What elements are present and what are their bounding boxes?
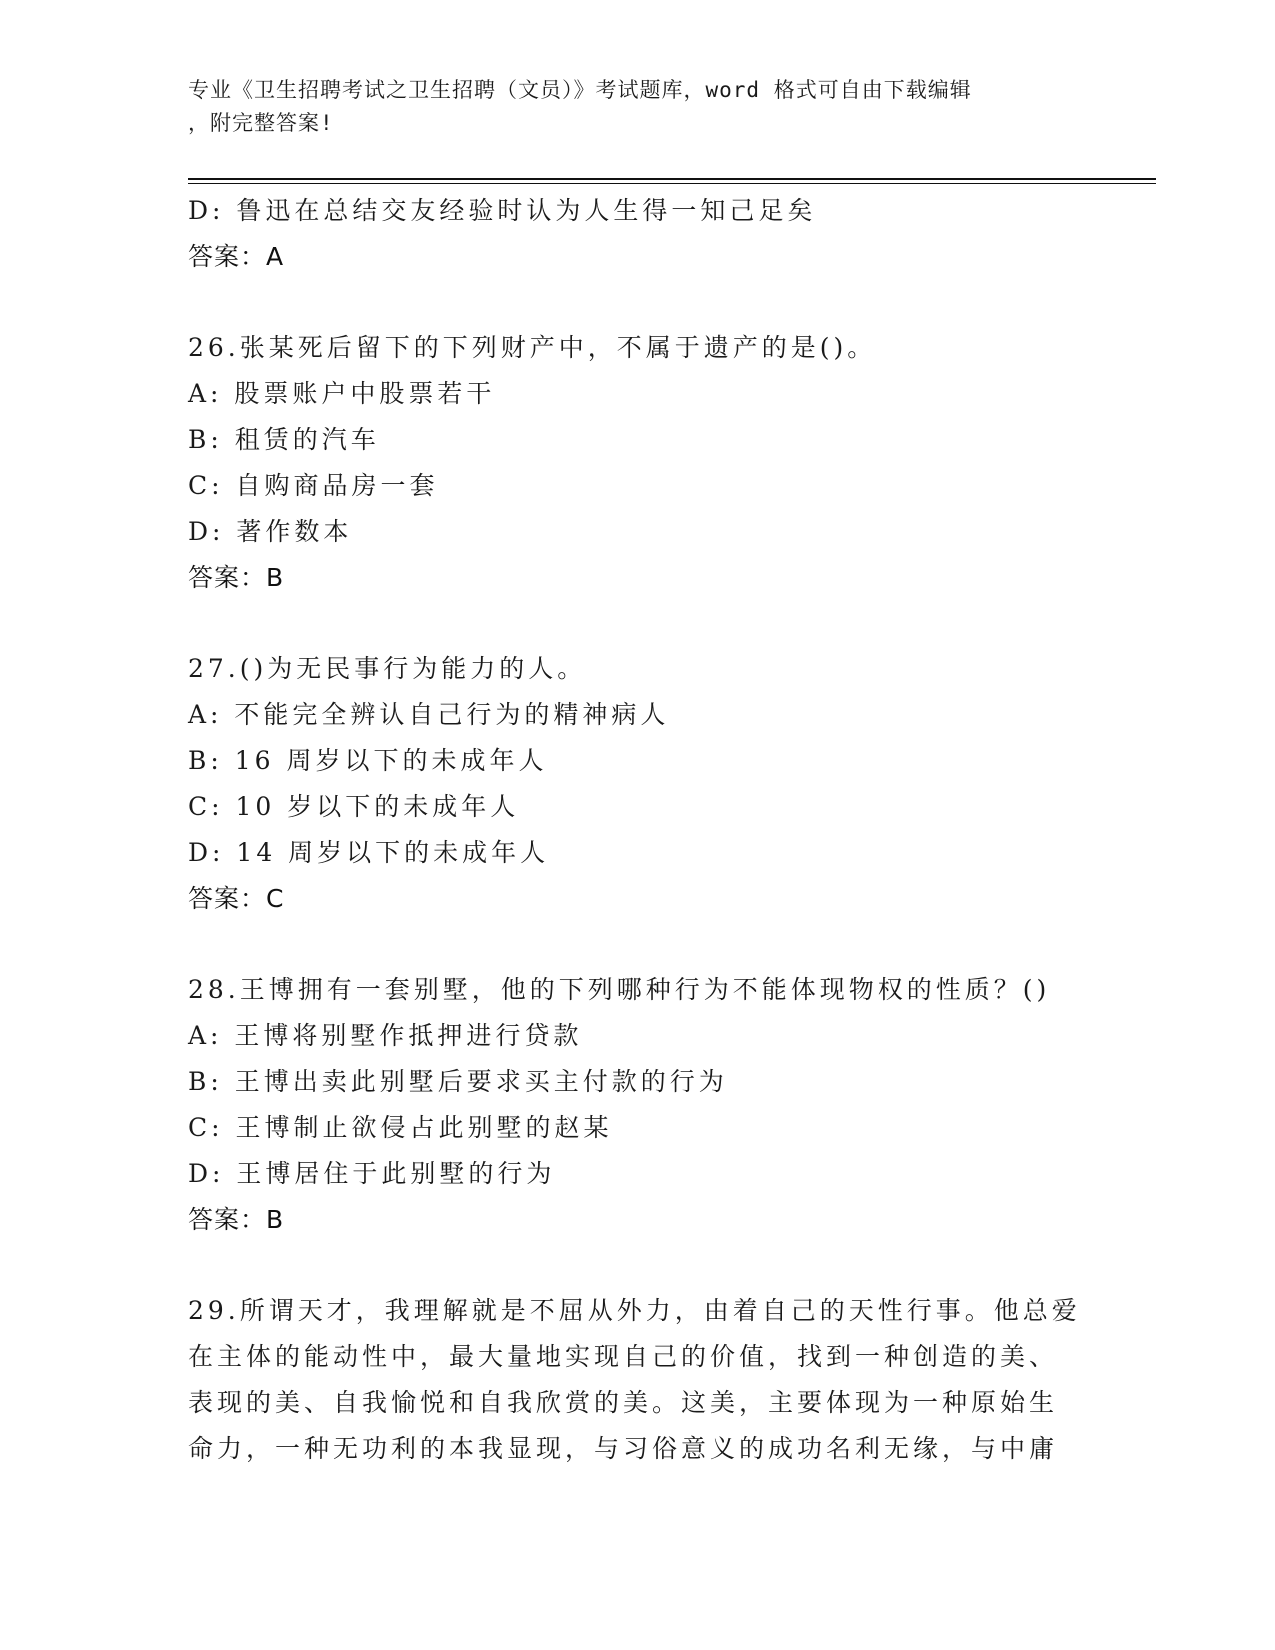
- header-line-2: ，附完整答案!: [188, 111, 334, 135]
- header-line-1: 专业《卫生招聘考试之卫生招聘（文员）》考试题库，word 格式可自由下载编辑: [188, 78, 972, 102]
- question-28: [188, 967, 1088, 1243]
- paragraph-line: 在主体的能动性中，最大量地实现自己的价值，找到一种创造的美、: [188, 1342, 1059, 1371]
- option-d: D: 14 周岁以下的未成年人: [188, 838, 550, 867]
- answer-line: 答案：B: [188, 1205, 285, 1234]
- question-list: [188, 188, 1088, 1472]
- header-divider-thick: [188, 178, 1156, 180]
- spacer: [188, 280, 1088, 325]
- option-b: B: 王博出卖此别墅后要求买主付款的行为: [188, 1067, 728, 1096]
- option-b: B: 租赁的汽车: [188, 425, 380, 454]
- spacer: [188, 601, 1088, 646]
- option-c: C: 自购商品房一套: [188, 471, 439, 500]
- question-29: [188, 1288, 1081, 1472]
- option-a: A: 不能完全辨认自己行为的精神病人: [188, 700, 670, 729]
- option-d: D: 王博居住于此别墅的行为: [188, 1159, 556, 1188]
- option-a: A: 王博将别墅作抵押进行贷款: [188, 1021, 583, 1050]
- question-stem: 27.()为无民事行为能力的人。: [188, 654, 587, 683]
- previous-question-tail: [188, 188, 1088, 280]
- document-header: [188, 74, 1068, 140]
- option-d: D: 著作数本: [188, 517, 353, 546]
- option-d: D: 鲁迅在总结交友经验时认为人生得一知己足矣: [188, 196, 817, 225]
- question-stem: 28.王博拥有一套别墅，他的下列哪种行为不能体现物权的性质？(): [188, 975, 1051, 1004]
- option-b: B: 16 周岁以下的未成年人: [188, 746, 548, 775]
- spacer: [188, 1243, 1088, 1288]
- question-stem: 26.张某死后留下的下列财产中，不属于遗产的是()。: [188, 333, 877, 362]
- answer-line: 答案：A: [188, 242, 285, 271]
- option-c: C: 王博制止欲侵占此别墅的赵某: [188, 1113, 613, 1142]
- header-divider-thin: [188, 183, 1156, 184]
- answer-line: 答案：B: [188, 563, 285, 592]
- question-27: [188, 646, 1088, 922]
- paragraph-line: 表现的美、自我愉悦和自我欣赏的美。这美，主要体现为一种原始生: [188, 1388, 1059, 1417]
- paragraph-line: 命力，一种无功利的本我显现，与习俗意义的成功名利无缘，与中庸: [188, 1434, 1059, 1463]
- paragraph-line: 29.所谓天才，我理解就是不屈从外力，由着自己的天性行事。他总爱: [188, 1296, 1081, 1325]
- answer-line: 答案：C: [188, 884, 285, 913]
- spacer: [188, 922, 1088, 967]
- question-26: [188, 325, 1088, 601]
- option-a: A: 股票账户中股票若干: [188, 379, 496, 408]
- option-c: C: 10 岁以下的未成年人: [188, 792, 520, 821]
